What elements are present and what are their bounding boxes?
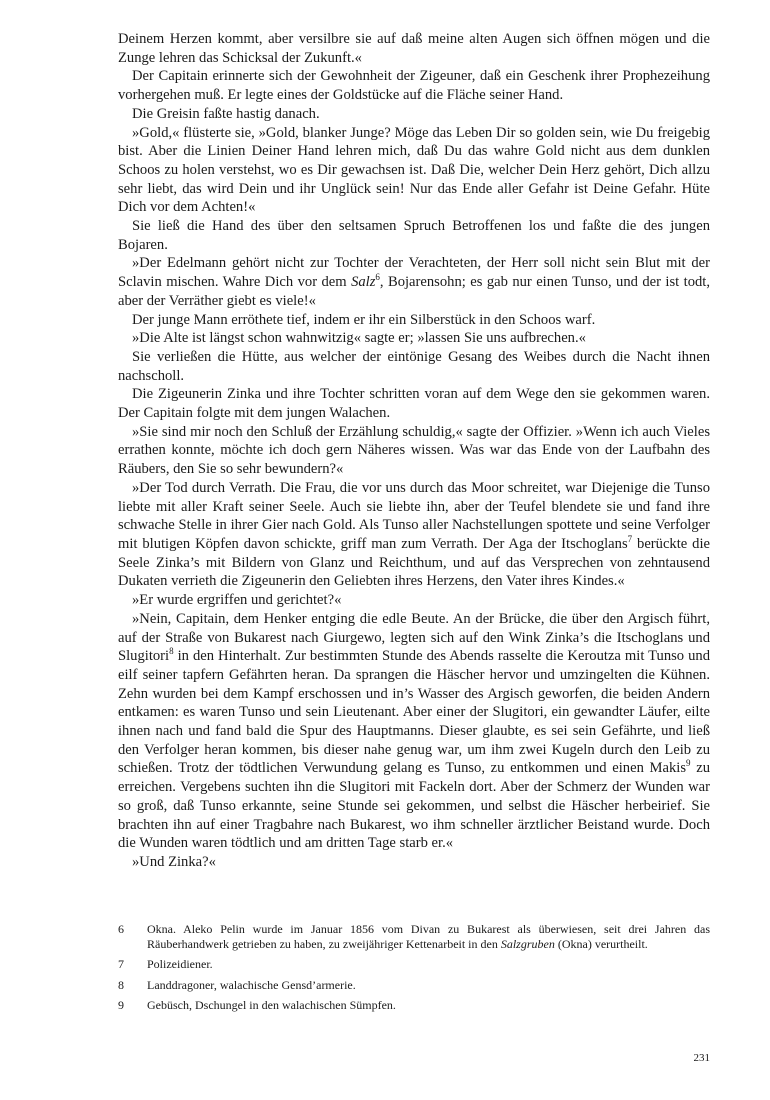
footnote — [118, 998, 710, 1013]
text-run: Landdragoner, walachische Gensd’armerie. — [147, 977, 356, 992]
footnote-text — [147, 957, 710, 972]
text-run: »Er wurde ergriffen und gerichtet?« — [132, 592, 342, 609]
text-run: »Und Zinka?« — [132, 853, 216, 870]
paragraph — [118, 30, 710, 67]
footnote-ref: 8 — [169, 646, 174, 657]
footnote-number: 8 — [118, 977, 124, 992]
paragraph — [118, 329, 710, 348]
italic-text: Salzgruben — [500, 937, 555, 952]
text-run: Die Greisin faßte hastig danach. — [132, 105, 320, 122]
text-run: in den Hinterhalt. Zur bestimmten Stunde des Abends rasselte die Keroutza mit Tunso und eilf seiner tapfern Gefährten heran. Da sprangen die Häscher hervor und umzingelten die Kühnen. Zehn wurden bei dem Kampf erschossen und in’s Wasser des Argisch geworfen, die beiden Andern entkamen: es waren Tunso und sein Lieutenant. Aber einer der Slugitori, ein gewandter Läufer, eilte ihnen nach und fand bald die Spur des Hauptmanns. Dieser glaubte, es sei sein Gefährte, und ließ den Verfolger heran kommen, bis dieser nahe genug war, um ihm zwei Kugeln durch den Leib zu schießen. Trotz der tödtlichen Verwundung gelang es Tunso, zu entkommen und einen Makis — [118, 648, 710, 777]
footnote — [118, 922, 710, 952]
text-run: Sie verließen die Hütte, aus welcher der eintönige Gesang des Weibes durch die Nacht ihnen nachscholl. — [118, 348, 710, 384]
text-run: »Der Tod durch Verrath. Die Frau, die vor uns durch das Moor schreitet, war Diejenige die Tunso liebte mit aller Kraft seiner Seele. Auch sie liebte ihn, aber der Teufel blendete sie und fand ihre schwache Stelle in ihrer Gier nach Gold. Als Tunso aller Nachstellungen spottete und seine Verfolger mit blutigen Köpfen davon schickte, griff man zum Verrath. Der Aga der Itschoglans — [118, 479, 710, 552]
page-body — [118, 30, 710, 872]
text-run: Gebüsch, Dschungel in den walachischen Sümpfen. — [147, 997, 396, 1012]
text-run: zu erreichen. Vergebens suchten ihn die Slugitori mit Fackeln dort. Aber der Schmerz der Wunden war so groß, daß Tunso erkannte, seine Stunde sei gekommen, und selbst die Häscher herbeirief. Sie brachten ihn auf einer Tragbahre nach Bukarest, wo ihm schneller ärztlicher Beistand wurde. Doch die Wunden waren tödtlich und am dritten Tage starb er.« — [118, 760, 710, 852]
footnotes — [118, 922, 710, 1018]
italic-text: Salz — [351, 274, 376, 291]
paragraph — [118, 423, 710, 479]
text-run: »Der Edelmann gehört nicht zur Tochter der Verachteten, der Herr soll nicht sein Blut mit der Sclavin mischen. Wahre Dich vor dem — [118, 255, 710, 291]
text-run: Der junge Mann erröthete tief, indem er ihr ein Silberstück in den Schoos warf. — [132, 311, 596, 328]
paragraph — [118, 105, 710, 124]
paragraph — [118, 311, 710, 330]
footnote — [118, 978, 710, 993]
text-run: , Bojarensohn; es gab nur einen Tunso, und der ist todt, aber der Verräther giebt es viele!« — [118, 274, 710, 309]
paragraph — [118, 348, 710, 385]
footnote-text — [147, 922, 710, 952]
paragraph — [118, 385, 710, 422]
text-run: Sie ließ die Hand des über den seltsamen Spruch Betroffenen los und faßte die des jungen Bojaren. — [118, 218, 710, 253]
footnote-ref: 9 — [686, 758, 691, 769]
text-run: Okna. Aleko Pelin wurde im Januar 1856 vom Divan zu Bukarest als überwiesen, seit drei Jahren das Räuberhandwerk getrieben zu haben, zu zweijähriger Kettenarbeit in den — [147, 922, 710, 952]
footnote-ref: 6 — [375, 272, 380, 283]
text-run: (Okna) verurtheilt. — [554, 937, 648, 952]
page-number: 231 — [693, 1052, 710, 1064]
text-run: Der Capitain erinnerte sich der Gewohnheit der Zigeuner, daß ein Geschenk ihrer Prophezeihung vorhergehen muß. Er legte eines der Goldstücke auf die Fläche seiner Hand. — [118, 68, 710, 104]
paragraph — [118, 254, 710, 310]
paragraph — [118, 853, 710, 872]
footnote-text — [147, 978, 710, 993]
footnote-ref: 7 — [627, 534, 633, 545]
text-run: »Nein, Capitain, dem Henker entging die edle Beute. An der Brücke, die über den Argisch führt, auf der Straße von Bukarest nach Giurgewo, legten sich auf den Wink Zinka’s die Itschoglans und Slugitori — [118, 610, 710, 665]
paragraph — [118, 67, 710, 104]
footnote-number: 6 — [118, 922, 124, 936]
text-run: berückte die Seele Zinka’s mit Bildern von Glanz und Reichthum, und auf das Versprechen von zehntausend Dukaten verrieth die Zigeunerin den Geliebten ihres Herzens, den Vater ihres Kindes.« — [118, 535, 710, 590]
text-run: »Sie sind mir noch den Schluß der Erzählung schuldig,« sagte der Offizier. »Wenn ich auch Vieles errathen konnte, möchte ich doch gern Näheres wissen. Was war das Ende von der Laufbahn des Räubers, den Sie so sehr bewundern?« — [118, 423, 710, 478]
text-run: Die Zigeunerin Zinka und ihre Tochter schritten voran auf dem Wege den sie gekommen waren. Der Capitain folgte mit dem jungen Walachen. — [118, 386, 710, 422]
text-run: »Die Alte ist längst schon wahnwitzig« sagte er; »lassen Sie uns aufbrechen.« — [132, 330, 586, 347]
paragraph — [118, 479, 710, 591]
text-run: Deinem Herzen kommt, aber versilbre sie auf daß meine alten Augen sich öffnen mögen und die Zunge lehren das Schicksal der Zukunft.« — [118, 31, 710, 66]
paragraph — [118, 610, 710, 853]
paragraph — [118, 217, 710, 254]
text-run: Polizeidiener. — [147, 957, 213, 972]
body-text — [118, 30, 710, 872]
footnote-text — [147, 998, 710, 1013]
footnote-number: 9 — [118, 997, 124, 1012]
footnote — [118, 957, 710, 972]
footnote-number: 7 — [118, 957, 124, 972]
paragraph — [118, 591, 710, 610]
paragraph — [118, 124, 710, 218]
text-run: »Gold,« flüsterte sie, »Gold, blanker Junge? Möge das Leben Dir so golden sein, wie Du freigebig bist. Aber die Linien Deiner Hand lehren mich, daß Du das wahre Gold nicht aus dem dunklen Schoos zu holen verstehst, wo es Dir gewachsen ist. Daß Die, welcher Dein Herz gehört, Dich allzu sehr liebt, das wird Dein und ihr Unglück sein! Nur das Ende aller Gefahr ist Deine Gefahr. Hüte Dich vor dem Achten!« — [118, 124, 710, 216]
